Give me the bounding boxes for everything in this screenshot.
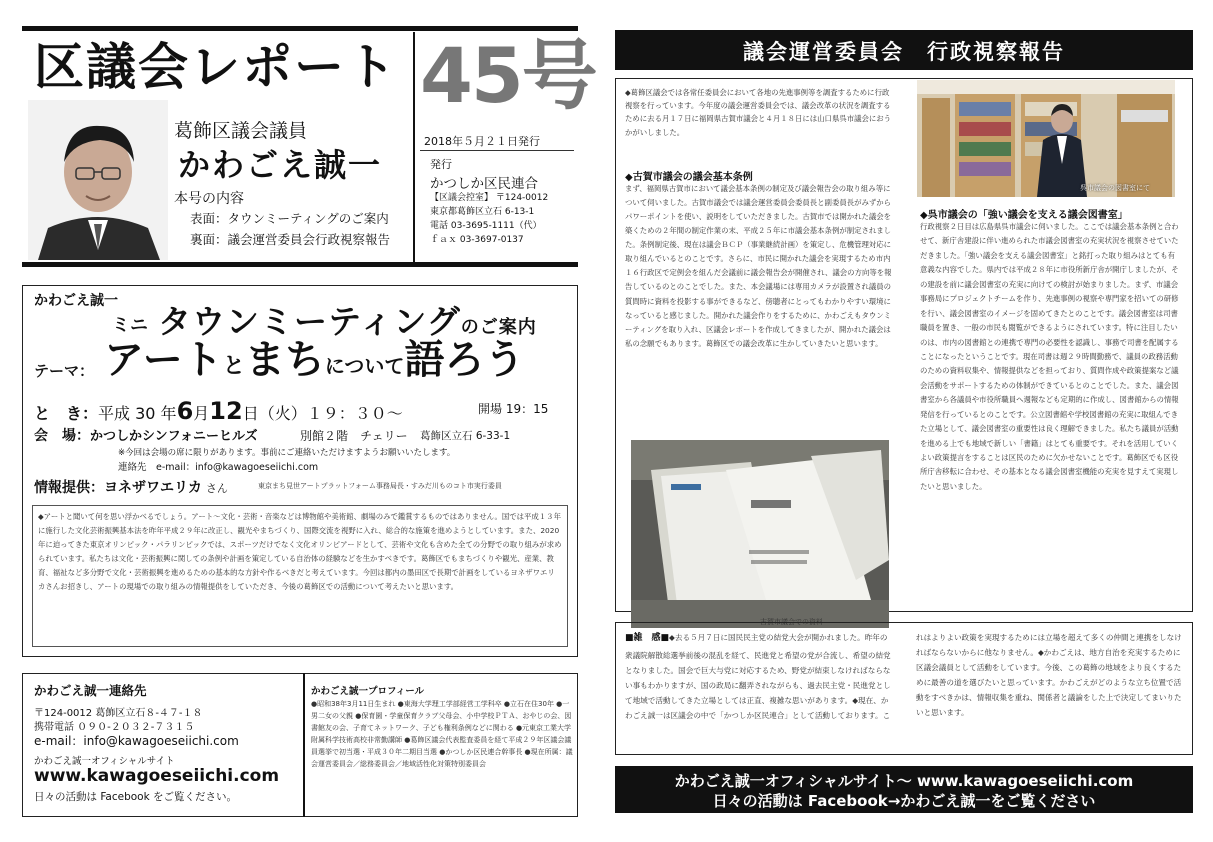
issuer-label: 発行 xyxy=(430,158,452,171)
tm-when-rest: （火）１９：３０〜 xyxy=(258,404,403,423)
report-header: 議会運営委員会 行政視察報告 xyxy=(743,40,1065,64)
contents-front: 表面：タウンミーティングのご案内 xyxy=(190,211,389,226)
report-intro: ◆葛飾区議会では各常任委員会において各地の先進事例等を調査するために行政視察を行っています。今年度の議会運営委員会では、議会改革の状況を調査するために去る月１７日に福岡県古賀市議会と４月１８日には山口県呉市議会におうかがいしました。 xyxy=(625,88,892,137)
tm-theme xyxy=(104,337,525,383)
contents-back: 裏面：議会運営委員会行政視察報告 xyxy=(190,232,391,247)
tm-when-month-unit: 月 xyxy=(193,404,210,423)
tm-theme-ni: について xyxy=(324,354,405,378)
zakkan-text xyxy=(625,630,1183,750)
photo1-caption: 呉市議会の図書室にて xyxy=(1080,184,1150,192)
photo-koga-materials xyxy=(631,440,889,628)
photo2-caption: 古賀市議会での資料 xyxy=(760,618,823,626)
issuer-rule xyxy=(420,150,574,151)
tm-info xyxy=(34,477,228,497)
tm-info-org: 東京まち見世アートプラットフォーム事務局長・すみだ川ものコト市実行委員 xyxy=(258,482,502,490)
issuer-tel: 電話 03-3695-1111（代） xyxy=(430,221,542,231)
contact-mobile: 携帯電話 ０９０-２０３２-７３１５ xyxy=(34,722,195,733)
tm-when-day: 12 xyxy=(209,397,243,425)
issue-number: 45号 xyxy=(420,31,596,120)
tm-info-label: 情報提供： xyxy=(34,480,104,496)
masthead-divider xyxy=(413,32,415,262)
tm-kicker: かわごえ誠一 xyxy=(34,293,118,309)
tm-theme-machi: まち xyxy=(244,337,325,383)
issuer-address: 東京都葛飾区立石 6-13-1 xyxy=(430,207,535,217)
profile-title: かわごえ誠一プロフィール xyxy=(311,686,425,697)
issuer-fax: ｆａｘ 03-3697-0137 xyxy=(430,235,524,245)
zakkan-label: ■雑 感■ xyxy=(625,633,670,643)
tm-open-time: 開場 19：15 xyxy=(478,402,549,416)
tm-title-main: タウンミーティング xyxy=(158,302,461,341)
tm-when-prefix: 平成 30 年 xyxy=(98,404,177,423)
tm-place-label: 会 場： xyxy=(34,428,90,444)
contact-site-label: かわごえ誠一オフィシャルサイト xyxy=(34,756,175,767)
contents-label: 本号の内容 xyxy=(174,191,244,207)
issuer-office: 【区議会控室】 〒124-0012 xyxy=(430,193,549,203)
koga-heading: ◆古賀市議会の議会基本条例 xyxy=(625,172,753,183)
portrait-photo xyxy=(28,100,168,260)
tm-contact: 連絡先 e-mail：info@kawagoeseiichi.com xyxy=(118,462,319,473)
member-name: かわごえ誠一 xyxy=(178,146,383,184)
contact-title: かわごえ誠一連絡先 xyxy=(34,683,147,698)
tm-theme-katarou: 語ろう xyxy=(404,337,525,383)
contact-facebook: 日々の活動は Facebook をご覧ください。 xyxy=(34,791,238,803)
tm-when-label: と き： xyxy=(34,404,99,423)
newsletter-title: 区議会レポート xyxy=(34,38,398,96)
tm-info-san: さん xyxy=(205,482,228,495)
masthead-bottom-rule xyxy=(22,262,578,267)
tm-when-day-unit: 日 xyxy=(242,404,259,423)
zakkan-body: ◆去る５月７日に国民民主党の結党大会が開かれました。昨年の衆議院解散総選挙前後の混乱を経て、民進党と希望の党が合流し、希望の結党となりました。国会で巨大与党に対応するため、野党が結束しなければならない事もわかりますが、国の政局に翻弄されながらも、過去民主党・民進党として地域で活動してきた立場としては正直、複雑な思いがあります。◆現在、かわごえ誠一は区議会の中で「かつしか区民連合」として活動しております。これはよりよい政策を実現するためには立場を超えて多くの仲間と連携をしなければならないからに他なりません。◆かわごえは、地方自治を充実するために区議会議員として活動をしています。今後、この葛飾の地域をより良くするために最善の道を選びたいと思っています。かわごえがどのような立ち位置で活動をすべきかは、情報収集を重ね、関係者と議論をした上で決定してまいりたいと思います。 xyxy=(625,633,1182,720)
tm-place-room: 別館２階 チェリー xyxy=(300,429,408,443)
tm-mini: ミニ xyxy=(112,315,148,336)
contact-site-link[interactable]: www.kawagoeseiichi.com xyxy=(34,766,280,786)
contact-email: e-mail：info@kawagoeseiichi.com xyxy=(34,734,239,748)
contact-divider xyxy=(303,673,305,817)
contact-zip: 〒124-0012 葛飾区立石８-４７-１８ xyxy=(34,708,203,719)
tm-title xyxy=(158,296,537,343)
photo-kure-library xyxy=(917,80,1175,197)
issue-date: 2018年５月２１日発行 xyxy=(424,135,540,148)
footer-site[interactable]: かわごえ誠一オフィシャルサイト～ www.kawagoeseiichi.com xyxy=(674,772,1134,790)
tm-when-month: 6 xyxy=(176,397,194,425)
kure-body: 行政視察２日目は広島県呉市議会に伺いました。ここでは議会基本条例と合わせて、新庁舎建設に伴い進められた市議会図書室の充実状況を視察させていただきました。「強い議会を支える議会図書室」と銘打った取り組みはとても有意義な内容でした。県内では平成２８年に市役所新庁舎が開庁しましたが、その建設を前に議会図書室の充実に向けての検討が始まりました。まず、市議会事務局にプロジェクトチームを作り、先進事例の視察や専門家を招いての研修を行い、議会図書室のイメージを固めてきたとのことです。議会図書室は司書職員を置き、一般の市民も閲覧ができるようにされています。特に注目したいのは、市内の図書館との連携で専門の必要性を認識し、事務で司書を配属することになったということです。現在司書は週２９時間勤務で、議員の政務活動のための資料収集や、情報提供などを担っており、質問作成や政策提案など議会活動をサポートするための体制ができているとのことでした。また、議会図書室から各議員や市役所職員へ週報なども定期的に作成し、図書館からの情報発信を行っているとのことです。公立図書館や学校図書館の充実に取組んできた立場として、議会図書室の重要性は良く理解できました。私たち議員が活動を進める上でも地域で新しい「書籍」はとても重要です。それを活用していくよい政策提言をすることは区民のために欠かせないことです。葛飾区でも区役所庁舎移転に合わせ、その基本となる議会図書室機能の充実を見すえて実現したいと思いました。 xyxy=(920,222,1179,491)
tm-title-tail: のご案内 xyxy=(460,317,537,338)
tm-place-name: かつしかシンフォニーヒルズ xyxy=(90,429,258,444)
tm-theme-to: と xyxy=(222,354,245,379)
issuer-name: かつしか区民連合 xyxy=(430,176,538,192)
tm-info-name: ヨネザワエリカ xyxy=(104,480,202,496)
tm-body-text: ◆アートと聞いて何を思い浮かべるでしょう。アート～文化・芸術・音楽などは博物館や美術館、劇場のみで鑑賞するものではありません。国では平成１３年に施行した文化芸術振興基本法を昨年平成２９年に改正し、観光やまちづくり、国際交流を視野に入れ、総合的な施策を進めようとしています。また、2020 年に迫ってきた東京オリンピック・パラリンピックでは、スポーツだけでなく文化オリンピアードとして、芸術や文化も含めた全ての分野での取り組みが求められています。私たちは文化・芸術振興に関しての条例や計画を策定している自治体の経験などを生かすべきです。葛飾区でもまちづくりや観光、産業、教育、福祉など多分野で文化・芸術振興を進めるための基本的な方針や作るべきだと考えています。今回は都内の墨田区で長期で計画をしているヨネザワエリカさんお招きし、アートの現場での取り組みの情報提供をしていただき、今後の葛飾区での活動について考えたいと思います。 xyxy=(38,512,562,592)
tm-note: ※今回は会場の席に限りがあります。事前にご連絡いただけますようお願いいたします。 xyxy=(118,448,456,458)
koga-body: まず、福岡県古賀市において議会基本条例の制定及び議会報告会の取り組み等について伺いました。古賀市議会では議会運営委員会委員長と副委員長がみずからパワーポイントを使い、説明をしていただきました。古賀市では開かれた議会を築くための２年間の制定作業の末、平成２５年に市議会基本条例が制定されました。条例制定後、現在は議会ＢＣＰ（事業継続計画）を策定し、危機管理対応に取り組んでいるとのことです。さらに、市民に開かれた議会を実現するため市内１６行政区で定例会を組んだ会議前に議会報告会が開催され、議会の方向等を報告しているのとのことでした。また、本会議場には専用カメラが設置され議員の質問時に資料を投影する事ができるなど、傍聴者にとってもわかりやすい環境になっていると感じました。開かれた議会作りをするために、かわごえもタウンミーティングを取り入れ、区議会レポートを作成してきましたが、開かれた議会は私の念願でもあります。葛飾区での議会改革に生かしていきたいと思います。 xyxy=(625,184,892,348)
tm-place xyxy=(34,425,258,445)
member-role: 葛飾区議会議員 xyxy=(174,120,308,142)
tm-theme-art: アート xyxy=(104,337,223,383)
tm-when xyxy=(34,397,403,425)
tm-theme-label: テーマ： xyxy=(34,362,95,380)
profile-text: ●昭和38年3月11日生まれ ●東海大学理工学部経営工学科卒 ●立石在住30年 ●一男二女の父親 ●保育園・学童保育クラブ父母会、小中学校ＰＴＡ、おやじの会、図書館友の会、子育てネットワーク、子ども権利条例などに関わる ●元東京工業大学附属科学技術高校非常勤講師 ●葛飾区議会代表監査委員を経て平成２９年区議会議員選挙で初当選・平成３０年二期目当選 ●かつしか区民連合幹事長 ●現在所属：議会運営委員会／総務委員会／地域活性化対策特別委員会 xyxy=(311,700,573,769)
footer-facebook[interactable]: 日々の活動は Facebook→かわごえ誠一をご覧ください xyxy=(712,792,1096,810)
kure-heading: ◆呉市議会の「強い議会を支える議会図書室」 xyxy=(920,210,1128,221)
tm-place-address: 葛飾区立石 6-33-1 xyxy=(420,430,511,442)
